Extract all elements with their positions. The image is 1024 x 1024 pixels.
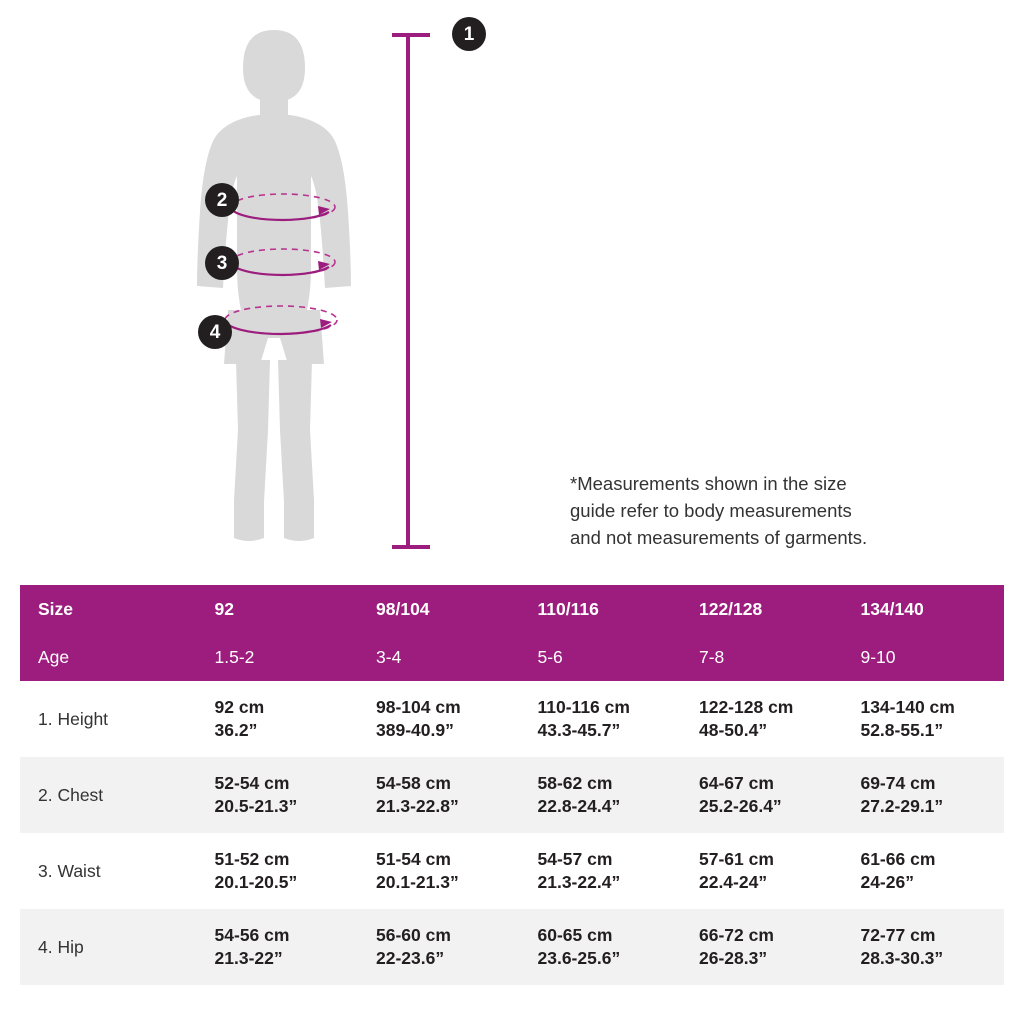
header-size-4: 134/140 (842, 585, 1004, 633)
cell-hip-110-116: 60-65 cm 23.6-25.6” (537, 925, 621, 968)
cell-waist-110-116: 54-57 cm 21.3-22.4” (537, 849, 621, 892)
header-age-0: 1.5-2 (197, 633, 358, 681)
header-age-3: 7-8 (681, 633, 842, 681)
cell-height-92: 92 cm 36.2” (214, 697, 265, 740)
callout-marker-2: 2 (205, 183, 239, 217)
cell-hip-98-104: 56-60 cm 22-23.6” (376, 925, 451, 968)
cell-chest-134-140: 69-74 cm 27.2-29.1” (860, 773, 944, 816)
header-size-1: 98/104 (358, 585, 519, 633)
cell-waist-122-128: 57-61 cm 22.4-24” (698, 849, 774, 892)
cell-hip-134-140: 72-77 cm 28.3-30.3” (860, 925, 944, 968)
cell-waist-92: 51-52 cm 20.1-20.5” (214, 849, 298, 892)
cell-height-110-116: 110-116 cm 43.3-45.7” (537, 697, 630, 740)
silhouette-shape (197, 30, 351, 541)
cell-height-122-128: 122-128 cm 48-50.4” (698, 697, 794, 740)
cell-chest-92: 52-54 cm 20.5-21.3” (214, 773, 298, 816)
header-size-0: 92 (197, 585, 358, 633)
table-row (20, 833, 1004, 909)
row-label-hip: 4. Hip (38, 936, 84, 957)
footnote-line-1: *Measurements shown in the size (570, 473, 847, 494)
table-header-age-row (20, 633, 1004, 681)
cell-chest-98-104: 54-58 cm 21.3-22.8” (376, 773, 459, 816)
header-age-2: 5-6 (520, 633, 681, 681)
row-label-waist: 3. Waist (38, 860, 101, 881)
cell-waist-134-140: 61-66 cm 24-26” (860, 849, 936, 892)
callout-marker-3: 3 (205, 246, 239, 280)
child-body-figure (150, 10, 600, 570)
table-row (20, 757, 1004, 833)
header-size-3: 122/128 (681, 585, 842, 633)
size-chart-table (20, 585, 1004, 985)
table-header-size-row (20, 585, 1004, 633)
header-age-label: Age (20, 633, 197, 681)
header-size-2: 110/116 (520, 585, 681, 633)
callout-marker-1: 1 (452, 17, 486, 51)
cell-waist-98-104: 51-54 cm 20.1-21.3” (376, 849, 459, 892)
cell-chest-110-116: 58-62 cm 22.8-24.4” (537, 773, 621, 816)
row-label-height: 1. Height (38, 708, 109, 729)
cell-hip-92: 54-56 cm 21.3-22” (214, 925, 290, 968)
row-label-chest: 2. Chest (38, 784, 104, 805)
callout-marker-4: 4 (198, 315, 232, 349)
cell-hip-122-128: 66-72 cm 26-28.3” (698, 925, 774, 968)
table-row (20, 909, 1004, 985)
footnote-line-3: and not measurements of garments. (570, 527, 868, 548)
footnote-line-2: guide refer to body measurements (570, 500, 852, 521)
table-row (20, 681, 1004, 757)
header-age-4: 9-10 (842, 633, 1004, 681)
cell-height-98-104: 98-104 cm 389-40.9” (376, 697, 461, 740)
height-ruler (392, 35, 430, 547)
header-age-1: 3-4 (358, 633, 519, 681)
measurement-footnote (570, 470, 1000, 551)
cell-chest-122-128: 64-67 cm 25.2-26.4” (698, 773, 782, 816)
header-size-label: Size (20, 585, 197, 633)
cell-height-134-140: 134-140 cm 52.8-55.1” (860, 697, 955, 740)
